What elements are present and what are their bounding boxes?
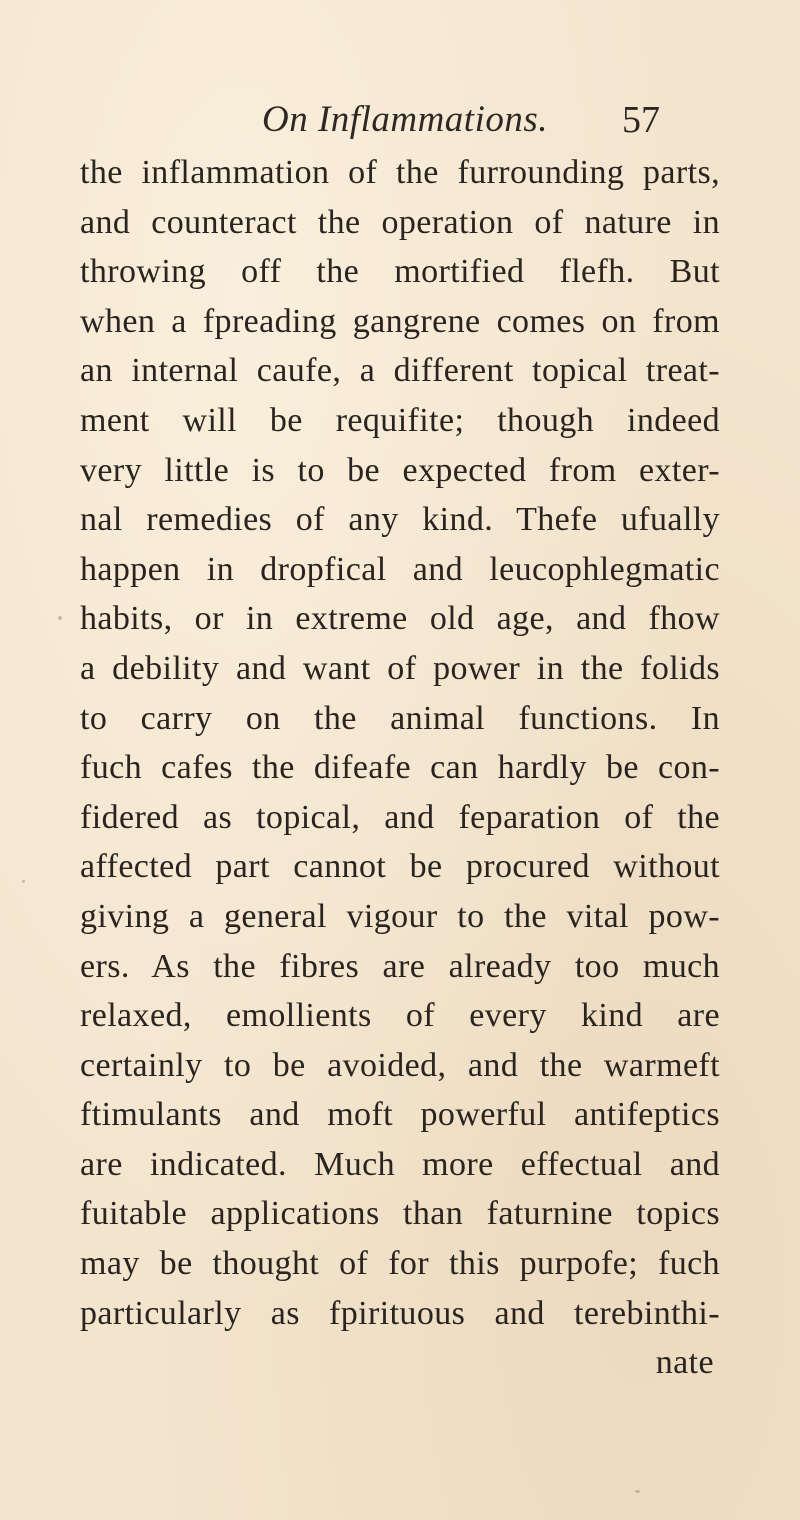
running-head	[0, 98, 800, 148]
text-line: fidered as topical, and feparation of the	[80, 798, 720, 836]
text-line: may be thought of for this purpofe; fuch	[80, 1245, 720, 1283]
text-line: ment will be requifite; though indeed	[80, 401, 720, 439]
text-line: and counteract the operation of nature in	[80, 203, 720, 241]
text-line: the inflammation of the furrounding parts,	[80, 154, 720, 191]
text-line: to carry on the animal functions. In	[80, 699, 720, 737]
text-line: very little is to be expected from exter-	[80, 451, 720, 489]
text-line: ers. As the fibres are already too much	[80, 947, 720, 985]
text-line: fuch cafes the difeafe can hardly be con-	[80, 749, 720, 787]
text-line: when a fpreading gangrene comes on from	[80, 302, 720, 340]
text-line: nal remedies of any kind. Thefe ufually	[80, 501, 720, 539]
text-line: ftimulants and moft powerful antifeptics	[80, 1096, 720, 1134]
text-line: an internal caufe, a different topical treat-	[80, 352, 720, 390]
text-line: a debility and want of power in the folids	[80, 649, 720, 687]
body-text	[80, 148, 720, 1388]
page-number: 57	[622, 99, 660, 141]
catchword: nate	[655, 1344, 714, 1382]
text-line: habits, or in extreme old age, and fhow	[80, 600, 720, 638]
text-line: throwing off the mortified flefh. But	[80, 253, 720, 291]
paper-fleck	[22, 880, 25, 883]
text-line: happen in dropfical and leucophlegmatic	[80, 550, 720, 588]
text-line: fuitable applications than faturnine topics	[80, 1195, 720, 1233]
running-title: On Inflammations.	[262, 99, 548, 140]
text-line: giving a general vigour to the vital pow-	[80, 897, 720, 935]
text-line: affected part cannot be procured without	[80, 848, 720, 886]
text-line: relaxed, emollients of every kind are	[80, 997, 720, 1035]
paper-fleck	[58, 616, 62, 620]
text-line: are indicated. Much more effectual and	[80, 1145, 720, 1183]
text-line: particularly as fpirituous and terebinthi-	[80, 1294, 720, 1332]
paper-fleck	[635, 1490, 640, 1493]
text-line: certainly to be avoided, and the warmeft	[80, 1046, 720, 1084]
